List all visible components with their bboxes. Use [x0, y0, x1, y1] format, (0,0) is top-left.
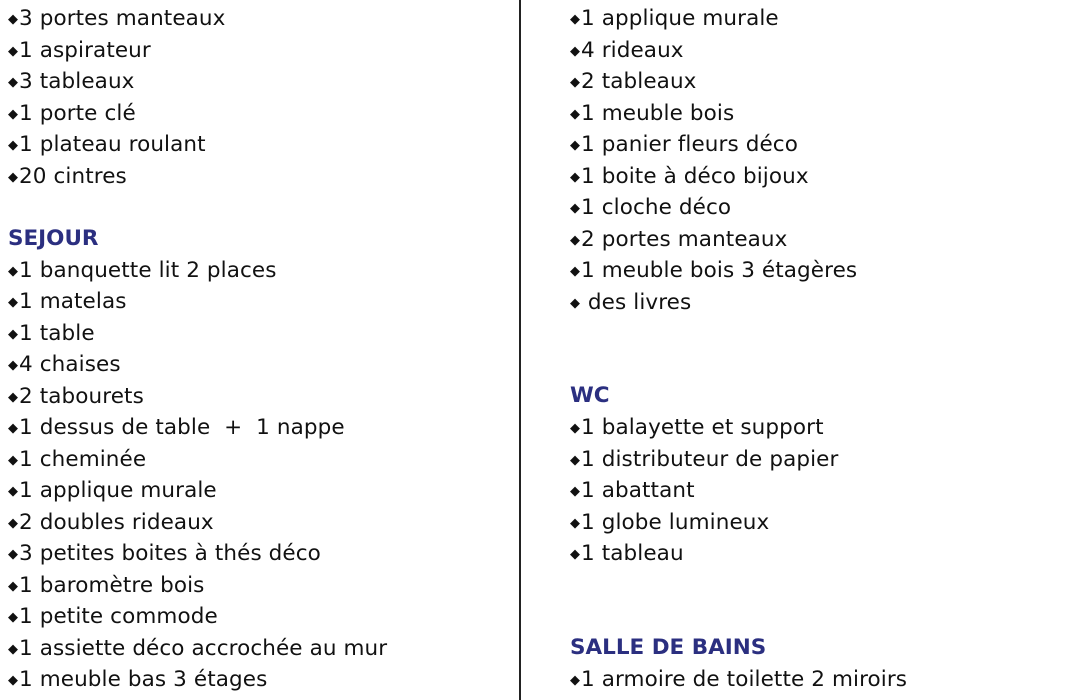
diamond-bullet-icon: ◆ [8, 389, 19, 405]
list-item: ◆1 dessus de table + 1 nappe [8, 412, 345, 444]
list-item: ◆1 meuble bois 3 étagères [570, 255, 857, 287]
diamond-bullet-icon: ◆ [570, 673, 581, 688]
right-column [570, 0, 1070, 700]
list-item: ◆1 globe lumineux [570, 507, 769, 539]
list-item: ◆1 banquette lit 2 places [8, 255, 277, 287]
diamond-bullet-icon: ◆ [8, 75, 19, 90]
list-item: ◆20 cintres [8, 161, 127, 193]
list-item: ◆1 cloche déco [570, 192, 731, 224]
diamond-bullet-icon: ◆ [8, 547, 19, 562]
list-item: ◆1 aspirateur [8, 35, 151, 67]
diamond-bullet-icon: ◆ [8, 263, 19, 279]
section-title-wc: WC [570, 383, 610, 408]
diamond-bullet-icon: ◆ [8, 106, 19, 122]
list-item: ◆1 balayette et support [570, 412, 824, 444]
list-item: ◆1 armoire de toilette 2 miroirs [570, 664, 907, 696]
diamond-bullet-icon: ◆ [570, 138, 581, 153]
diamond-bullet-icon: ◆ [570, 169, 581, 185]
list-item: ◆1 cheminée [8, 444, 146, 476]
list-item: ◆3 portes manteaux [8, 3, 225, 35]
diamond-bullet-icon: ◆ [570, 43, 581, 59]
list-item: ◆1 meuble bas 3 étages [8, 664, 267, 696]
diamond-bullet-icon: ◆ [8, 138, 19, 153]
list-item: ◆3 tableaux [8, 66, 135, 98]
list-item: ◆1 applique murale [570, 3, 779, 35]
diamond-bullet-icon: ◆ [8, 169, 19, 185]
list-item: ◆3 petites boites à thés déco [8, 538, 321, 570]
list-item: ◆1 distributeur de papier [570, 444, 838, 476]
diamond-bullet-icon: ◆ [8, 326, 19, 342]
list-item: ◆1 plateau roulant [8, 129, 206, 161]
list-item: ◆1 meuble bois [570, 98, 734, 130]
list-item: ◆4 rideaux [570, 35, 684, 67]
diamond-bullet-icon: ◆ [570, 201, 581, 216]
diamond-bullet-icon: ◆ [8, 515, 19, 531]
list-item: ◆2 tabourets [8, 381, 144, 413]
list-item: ◆1 petite commode [8, 601, 218, 633]
diamond-bullet-icon: ◆ [570, 106, 581, 122]
list-item: ◆1 applique murale [8, 475, 217, 507]
diamond-bullet-icon: ◆ [8, 484, 19, 499]
diamond-bullet-icon: ◆ [570, 264, 581, 279]
list-item: ◆2 doubles rideaux [8, 507, 214, 539]
list-item: ◆ des livres [570, 287, 691, 319]
diamond-bullet-icon: ◆ [570, 515, 581, 531]
diamond-bullet-icon: ◆ [570, 295, 581, 311]
diamond-bullet-icon: ◆ [570, 232, 581, 248]
diamond-bullet-icon: ◆ [8, 43, 19, 59]
diamond-bullet-icon: ◆ [570, 12, 581, 27]
diamond-bullet-icon: ◆ [8, 421, 19, 436]
diamond-bullet-icon: ◆ [570, 421, 581, 436]
diamond-bullet-icon: ◆ [570, 452, 581, 468]
list-item: ◆2 portes manteaux [570, 224, 787, 256]
list-item: ◆1 baromètre bois [8, 570, 204, 602]
diamond-bullet-icon: ◆ [8, 641, 19, 657]
diamond-bullet-icon: ◆ [8, 452, 19, 468]
list-item: ◆1 tableau [570, 538, 684, 570]
list-item: ◆4 chaises [8, 349, 121, 381]
list-item: ◆1 boite à déco bijoux [570, 161, 809, 193]
diamond-bullet-icon: ◆ [570, 484, 581, 499]
list-item: ◆1 panier fleurs déco [570, 129, 798, 161]
list-item: ◆1 assiette déco accrochée au mur [8, 633, 387, 665]
diamond-bullet-icon: ◆ [8, 610, 19, 625]
column-divider [519, 0, 521, 700]
diamond-bullet-icon: ◆ [8, 12, 19, 27]
left-column [8, 0, 508, 700]
diamond-bullet-icon: ◆ [570, 75, 581, 90]
list-item: ◆1 table [8, 318, 95, 350]
diamond-bullet-icon: ◆ [8, 578, 19, 594]
list-item: ◆1 porte clé [8, 98, 136, 130]
list-item: ◆2 tableaux [570, 66, 697, 98]
list-item: ◆1 abattant [570, 475, 695, 507]
list-item: ◆1 matelas [8, 286, 127, 318]
section-title-sejour: SEJOUR [8, 226, 99, 251]
diamond-bullet-icon: ◆ [570, 547, 581, 562]
diamond-bullet-icon: ◆ [8, 673, 19, 688]
section-title-salle-de-bains: SALLE DE BAINS [570, 635, 767, 660]
diamond-bullet-icon: ◆ [8, 295, 19, 310]
diamond-bullet-icon: ◆ [8, 358, 19, 373]
